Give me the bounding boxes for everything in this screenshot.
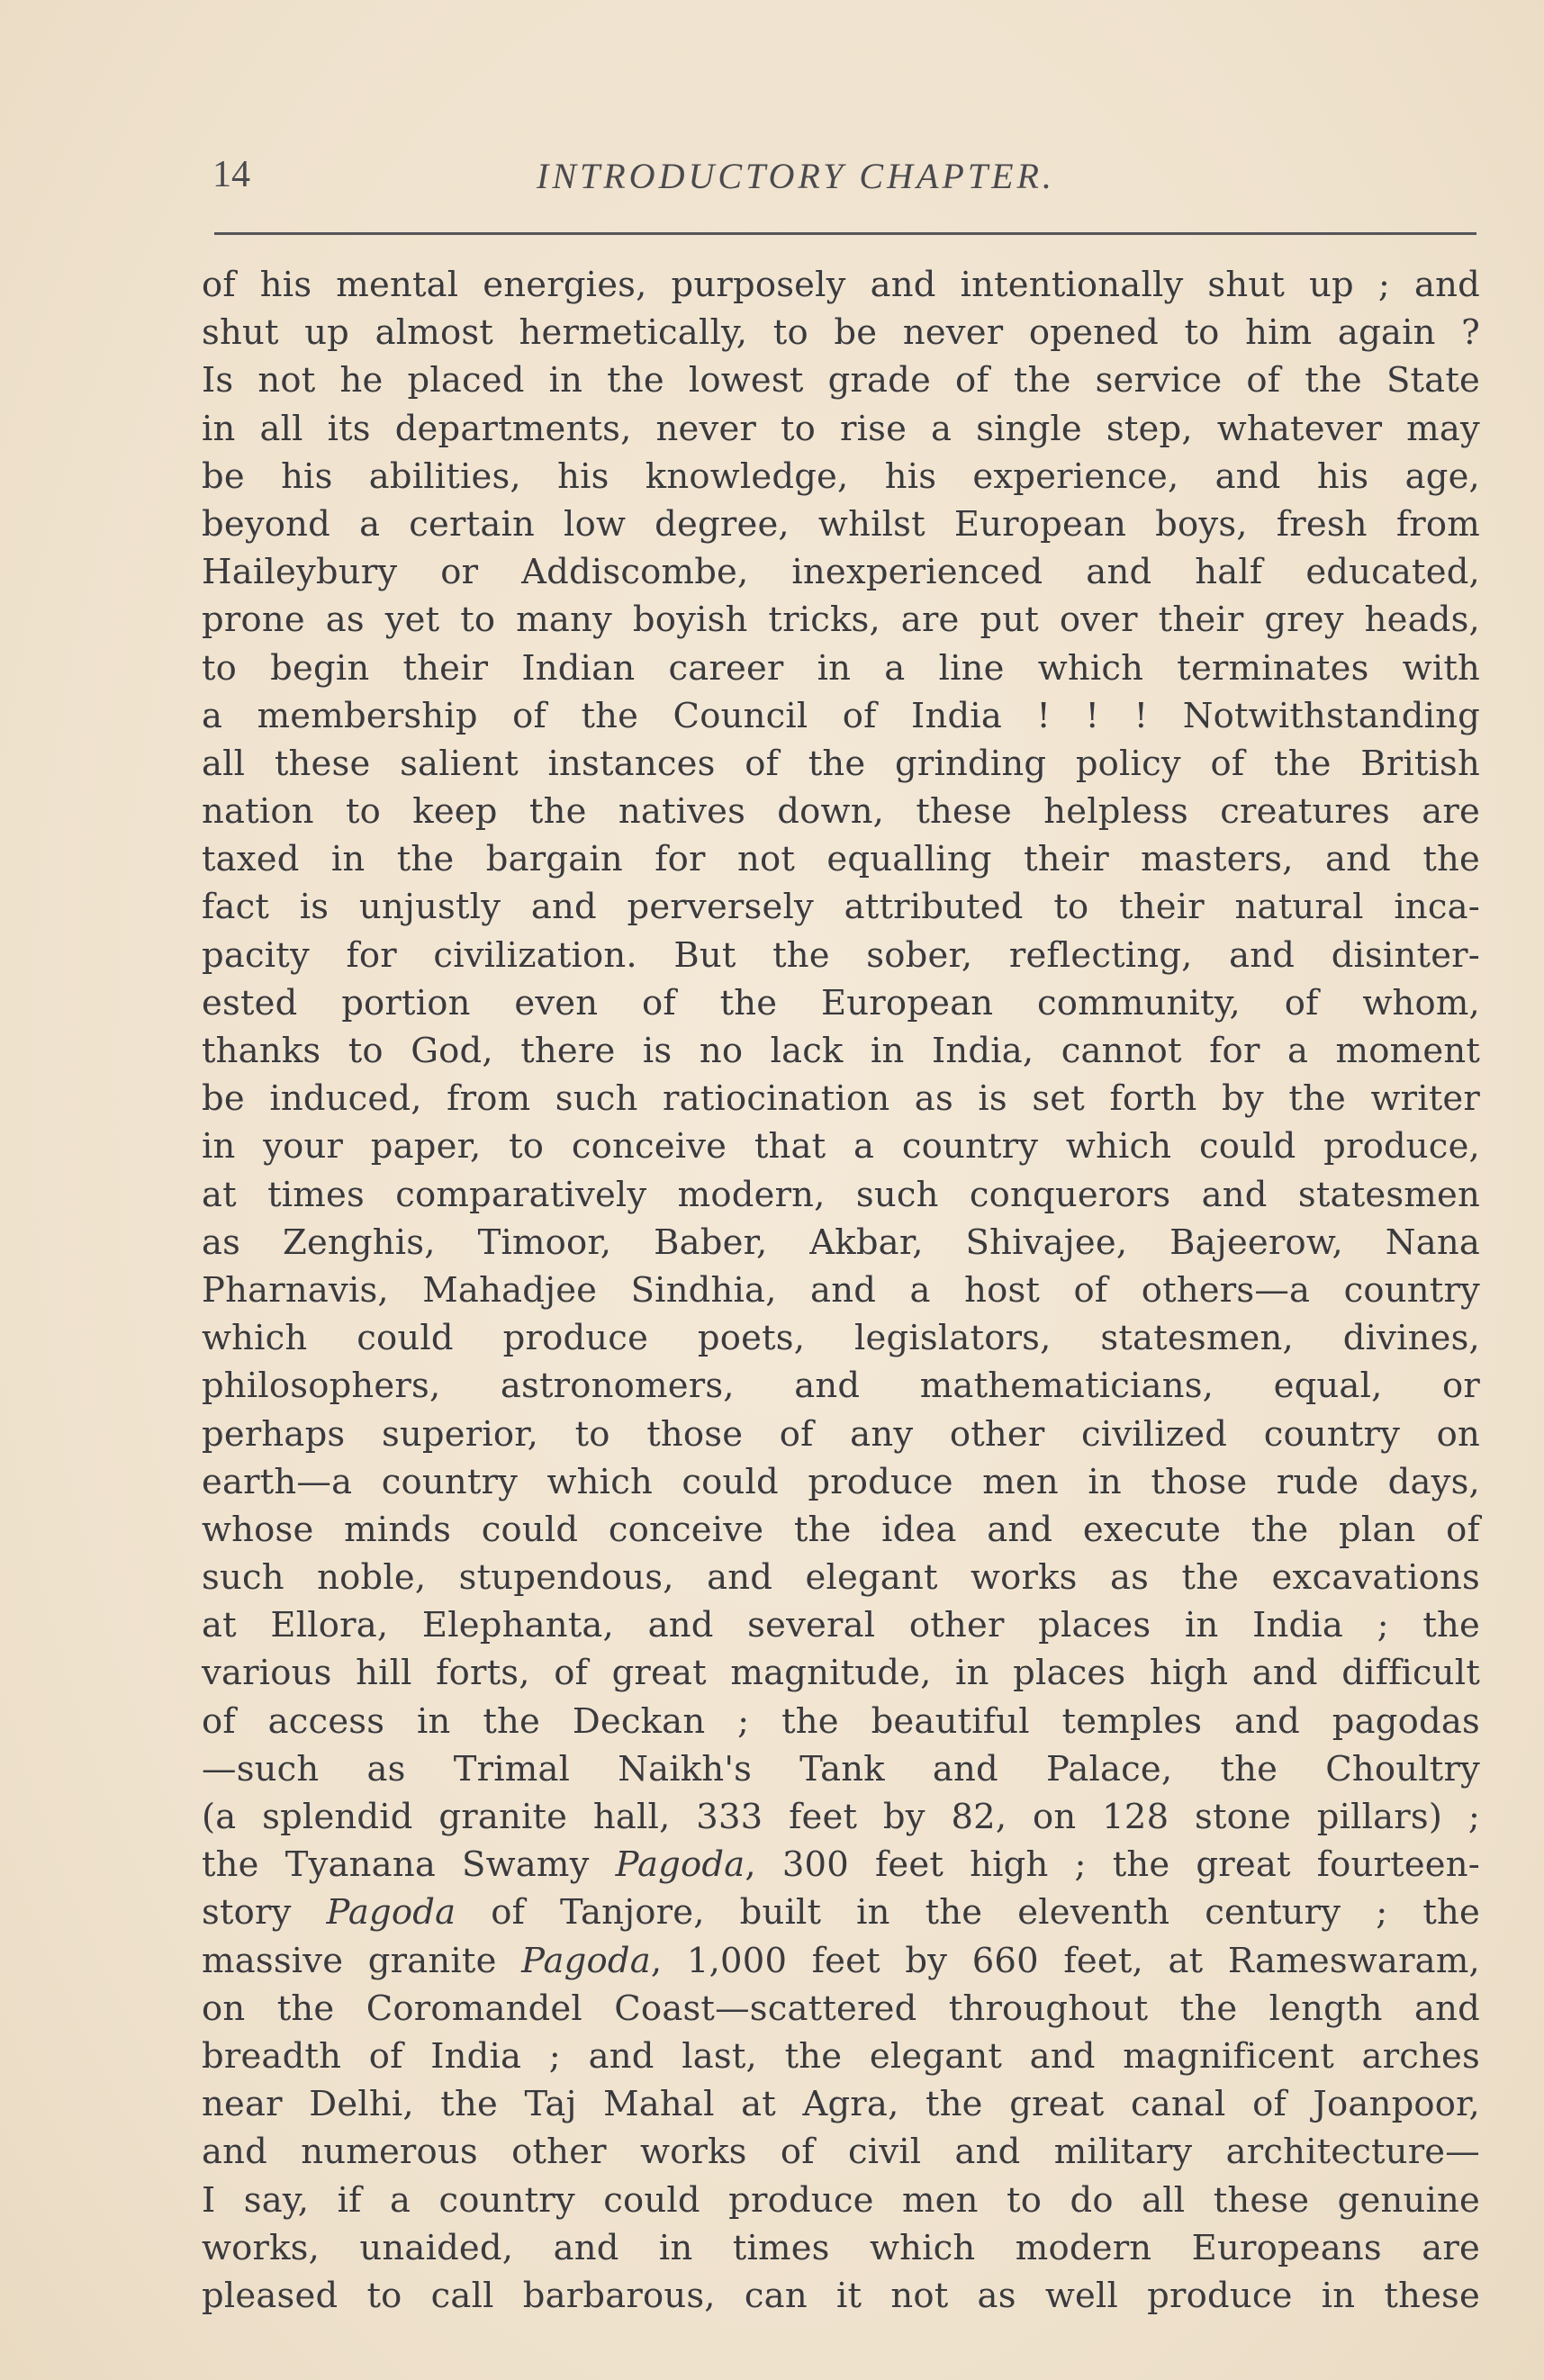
body-text [202, 261, 1480, 2320]
text-line: —such as Trimal Naikh's Tank and Palace, the Choultry [202, 1748, 1480, 1790]
text-line: Is not he placed in the lowest grade of the service of the State [202, 360, 1480, 401]
text-line: pleased to call barbarous, can it not as well produce in these [202, 2275, 1480, 2316]
text-line: on the Coromandel Coast—scattered throughout the length and [202, 1988, 1480, 2029]
text-line: massive granite Pagoda, 1,000 feet by 660 feet, at Rameswaram, [202, 1940, 1480, 1981]
text-line: shut up almost hermetically, to be never opened to him again ? [202, 312, 1480, 354]
text-line: all these salient instances of the grinding policy of the British [202, 743, 1480, 784]
text-line: be induced, from such ratiocination as is set forth by the writer [202, 1078, 1480, 1120]
text-line: pacity for civilization. But the sober, reflecting, and disinter- [202, 934, 1480, 976]
text-line: at Ellora, Elephanta, and several other places in India ; the [202, 1605, 1480, 1646]
header-rule [214, 232, 1476, 235]
text-line: I say, if a country could produce men to do all these genuine [202, 2179, 1480, 2221]
text-line: nation to keep the natives down, these helpless creatures are [202, 791, 1480, 833]
text-line: in your paper, to conceive that a country which could produce, [202, 1126, 1480, 1167]
text-line: of his mental energies, purposely and intentionally shut up ; and [202, 265, 1480, 305]
text-line: the Tyanana Swamy Pagoda, 300 feet high ; the great fourteen- [202, 1844, 1480, 1886]
running-title: INTRODUCTORY CHAPTER. [537, 156, 1055, 196]
text-line: be his abilities, his knowledge, his experience, and his age, [202, 455, 1480, 497]
text-line: story Pagoda of Tanjore, built in the eleventh century ; the [202, 1892, 1480, 1934]
text-line: a membership of the Council of India ! ! ! Notwithstanding [202, 695, 1480, 736]
text-line: ested portion even of the European community, of whom, [202, 982, 1480, 1023]
text-line: as Zenghis, Timoor, Baber, Akbar, Shivajee, Bajeerow, Nana [202, 1222, 1480, 1263]
italic-word: Pagoda [521, 1940, 651, 1981]
text-line: prone as yet to many boyish tricks, are put over their grey heads, [202, 600, 1480, 641]
text-line: thanks to God, there is no lack in India, cannot for a moment [202, 1031, 1480, 1071]
text-line: fact is unjustly and perversely attributed to their natural inca- [202, 887, 1480, 928]
text-line: earth—a country which could produce men in those rude days, [202, 1461, 1480, 1502]
text-line: philosophers, astronomers, and mathematicians, equal, or [202, 1366, 1480, 1407]
italic-word: Pagoda [326, 1892, 456, 1934]
text-line: whose minds could conceive the idea and execute the plan of [202, 1509, 1480, 1550]
italic-word: Pagoda [615, 1844, 745, 1886]
text-line: various hill forts, of great magnitude, in places high and difficult [202, 1653, 1480, 1694]
text-line: and numerous other works of civil and military architecture— [202, 2132, 1480, 2173]
text-line: Haileybury or Addiscombe, inexperienced and half educated, [202, 552, 1480, 593]
text-line: beyond a certain low degree, whilst European boys, fresh from [202, 503, 1480, 545]
text-line: breadth of India ; and last, the elegant and magnificent arches [202, 2035, 1480, 2077]
text-line: at times comparatively modern, such conquerors and statesmen [202, 1174, 1480, 1215]
text-line: near Delhi, the Taj Mahal at Agra, the great canal of Joanpoor, [202, 2084, 1480, 2125]
text-line: which could produce poets, legislators, statesmen, divines, [202, 1318, 1480, 1359]
running-head [203, 153, 1482, 207]
page-number: 14 [212, 154, 250, 195]
text-line: such noble, stupendous, and elegant works as the excavations [202, 1557, 1480, 1599]
text-line: Pharnavis, Mahadjee Sindhia, and a host of others—a country [202, 1269, 1480, 1311]
text-line: perhaps superior, to those of any other civilized country on [202, 1413, 1480, 1455]
text-line: to begin their Indian career in a line which terminates with [202, 647, 1480, 689]
text-line: taxed in the bargain for not equalling their masters, and the [202, 839, 1480, 880]
text-line: (a splendid granite hall, 333 feet by 82, on 128 stone pillars) ; [202, 1797, 1480, 1837]
text-line: works, unaided, and in times which modern Europeans are [202, 2227, 1480, 2268]
text-line: of access in the Deckan ; the beautiful temples and pagodas [202, 1700, 1480, 1742]
text-line: in all its departments, never to rise a single step, whatever may [202, 408, 1480, 449]
